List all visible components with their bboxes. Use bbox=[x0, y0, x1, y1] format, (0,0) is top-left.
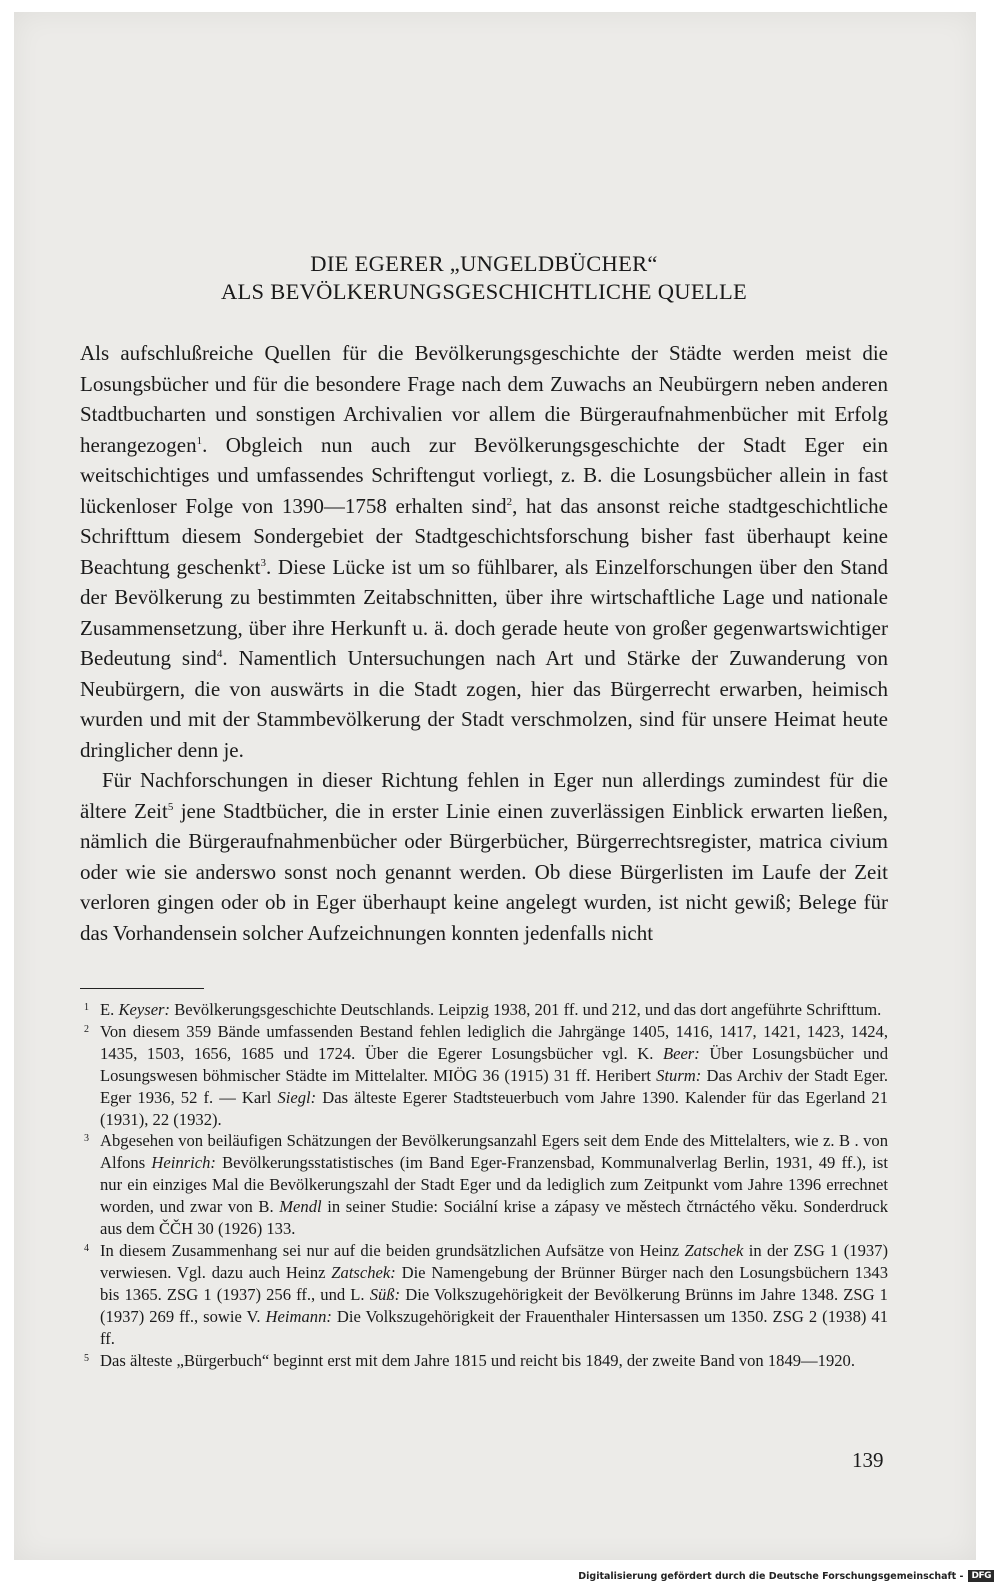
paragraph-1-text: Als aufschlußreiche Quellen für die Bevölkerungsgeschichte der Städte werden meist die Losungsbücher und für die besondere Frage nach dem Zuwachs an Neubürgern neben anderen Stadtbucharten und sonstigen Archivalien vor allem die Bürgeraufnahmenbücher mit Erfolg herangezogen bbox=[80, 341, 888, 457]
paragraph-1-text: . Diese Lücke ist um so fühlbarer, als Einzelforschungen über den Stand der Bevölkerung zu bestimmten Zeitabschnitten, über ihre wirtschaftliche Lage und nationale Zusammensetzung, über ihre Herkunft u. ä. doch gerade heute von großer gegenwartswichtiger Bedeutung sind bbox=[80, 554, 888, 670]
author-name: Heinrich: bbox=[151, 1153, 216, 1173]
footnote-text: Über Losungsbücher und Losungswesen böhmischer Städte im Mittelalter. MIÖG 36 (1915) 31 ff. Heribert bbox=[100, 1043, 888, 1085]
footnote-ref-3[interactable]: 3 bbox=[260, 556, 266, 569]
footnote-text: Abgesehen von beiläufigen Schätzungen der Bevölkerungsanzahl Egers seit dem Ende des Mittelalters, wie z. B . von Alfons bbox=[100, 1131, 888, 1173]
footnote-text: in seiner Studie: Sociální krise a zápasy ve městech čtrnáctého věku. Sonderdruck aus dem ČČH 30 (1926) 133. bbox=[100, 1197, 888, 1239]
scanned-page bbox=[14, 12, 976, 1560]
footnote-ref-1[interactable]: 1 bbox=[196, 434, 203, 447]
footnote-mark: 5 bbox=[84, 1352, 89, 1364]
body-text bbox=[80, 338, 888, 948]
footnote-text: Die Volkszugehörigkeit der Bevölkerung Brünns im Jahre 1348. ZSG 1 (1937) 269 ff., sowie V. bbox=[100, 1284, 888, 1326]
footnote-mark: 3 bbox=[84, 1133, 89, 1145]
paragraph-1-text: . Obgleich nun auch zur Bevölkerungsgeschichte der Stadt Eger ein weitschichtiges und umfassendes Schriftengut vorliegt, z. B. die Losungsbücher allein in fast lückenloser Folge von 1390—1758 erhalten sind bbox=[80, 432, 888, 518]
page-content bbox=[80, 250, 888, 1371]
paragraph-2 bbox=[80, 765, 888, 948]
footnote-text: Bevölkerungsgeschichte Deutschlands. Leipzig 1938, 201 ff. und 212, und das dort angeführte Schrifttum. bbox=[170, 1000, 882, 1019]
paragraph-1-text: . Namentlich Untersuchungen nach Art und Stärke der Zuwanderung von Neubürgern, die von auswärts in die Stadt zogen, hier das Bürgerrecht erwarben, heimisch wurden und mit der Stammbevölkerung der Stadt verschmolzen, sind für unsere Heimat heute dringlicher denn je. bbox=[80, 646, 888, 762]
author-name: Mendl bbox=[279, 1197, 322, 1217]
footnote-2 bbox=[80, 1021, 888, 1131]
author-name: Süß: bbox=[369, 1284, 401, 1304]
footnote-text: Die Namengebung der Brünner Bürger nach den Losungsbüchern 1343 bis 1365. ZSG 1 (1937) 256 ff., und L. bbox=[100, 1262, 888, 1304]
footnote-ref-2[interactable]: 2 bbox=[506, 495, 513, 508]
footnote-mark: 2 bbox=[84, 1023, 89, 1035]
footnote-4 bbox=[80, 1240, 888, 1350]
author-name: Beer: bbox=[662, 1043, 700, 1063]
footnote-ref-4[interactable]: 4 bbox=[216, 648, 223, 660]
footnote-text: E. bbox=[100, 1000, 119, 1019]
footnote-divider bbox=[80, 988, 204, 989]
footnote-5 bbox=[80, 1350, 888, 1372]
author-name: Heimann: bbox=[265, 1306, 332, 1326]
title-line-2: ALS BEVÖLKERUNGSGESCHICHTLICHE QUELLE bbox=[220, 279, 748, 304]
author-name: Sturm: bbox=[656, 1065, 702, 1085]
funding-banner-text: Digitalisierung gefördert durch die Deutsche Forschungsgemeinschaft - bbox=[578, 1570, 964, 1582]
footnote-mark: 4 bbox=[84, 1242, 89, 1254]
paragraph-2-text: jene Stadtbücher, die in erster Linie einen zuverlässigen Einblick erwarten ließen, nämlich die Bürgeraufnahmenbücher oder Bürgerbücher, Bürgerrechtsregister, matrica civium oder wie sie anderswo sonst noch genannt werden. Ob diese Bürgerlisten im Laufe der Zeit verloren gingen oder ob in Eger überhaupt keine angelegt wurden, ist nicht gewiß; Belege für das Vorhandensein solcher Aufzeichnungen konnten jedenfalls nicht bbox=[80, 798, 888, 945]
title-line-1: DIE EGERER „UNGELDBÜCHER“ bbox=[310, 251, 658, 276]
paragraph-2-text: Für Nachforschungen in dieser Richtung fehlen in Eger nun allerdings zumindest für die ältere Zeit bbox=[80, 768, 888, 823]
footnote-text: Das älteste Egerer Stadtsteuerbuch vom Jahre 1390. Kalender für das Egerland 21 (1931), 22 (1932). bbox=[100, 1087, 888, 1129]
author-name: Zatschek: bbox=[331, 1262, 396, 1282]
paragraph-1-text: , hat das ansonst reiche stadtgeschichtliche Schrifttum diesem Sondergebiet der Stadtgeschichtsforschung bisher fast überhaupt keine Beachtung geschenkt bbox=[80, 493, 889, 579]
footnote-1 bbox=[80, 999, 888, 1021]
paragraph-1 bbox=[80, 338, 888, 765]
footnote-text: Das älteste „Bürgerbuch“ beginnt erst mit dem Jahre 1815 und reicht bis 1849, der zweite Band von 1849—1920. bbox=[100, 1350, 855, 1370]
author-name: Siegl: bbox=[277, 1087, 317, 1107]
footnote-text: Bevölkerungsstatistisches (im Band Eger-Franzensbad, Kommunalverlag Berlin, 1931, 49 ff.), ist nur ein einziges Mal die Bevölkerungszahl der Stadt Eger und da lediglich zum Zeitpunkt vom Jahre 1396 errechnet worden, und zwar von B. bbox=[100, 1153, 888, 1217]
footnotes bbox=[80, 999, 888, 1371]
footnote-text: Von diesem 359 Bände umfassenden Bestand fehlen lediglich die Jahrgänge 1405, 1416, 1417, 1421, 1423, 1424, 1435, 1503, 1656, 1685 und 1724. Über die Egerer Losungsbücher vgl. K. bbox=[100, 1021, 888, 1063]
article-title bbox=[80, 250, 888, 306]
footnote-text: Das Archiv der Stadt Eger. Eger 1936, 52 f. — Karl bbox=[100, 1065, 888, 1107]
footnote-mark: 1 bbox=[84, 1002, 89, 1013]
footnote-text: Die Volkszugehörigkeit der Frauenthaler Hintersassen um 1350. ZSG 2 (1938) 41 ff. bbox=[100, 1306, 888, 1348]
footnote-text: In diesem Zusammenhang sei nur auf die beiden grundsätzlichen Aufsätze von Heinz bbox=[100, 1240, 685, 1260]
dfg-logo-icon: DFG bbox=[968, 1570, 994, 1582]
author-name: Zatschek bbox=[684, 1240, 744, 1260]
footnote-text: in der ZSG 1 (1937) verwiesen. Vgl. dazu auch Heinz bbox=[100, 1240, 888, 1282]
footnote-3 bbox=[80, 1130, 888, 1240]
footnote-ref-5[interactable]: 5 bbox=[167, 800, 174, 813]
author-name: Keyser: bbox=[118, 1000, 171, 1019]
funding-banner bbox=[578, 1570, 994, 1582]
page-number: 139 bbox=[852, 1448, 884, 1472]
